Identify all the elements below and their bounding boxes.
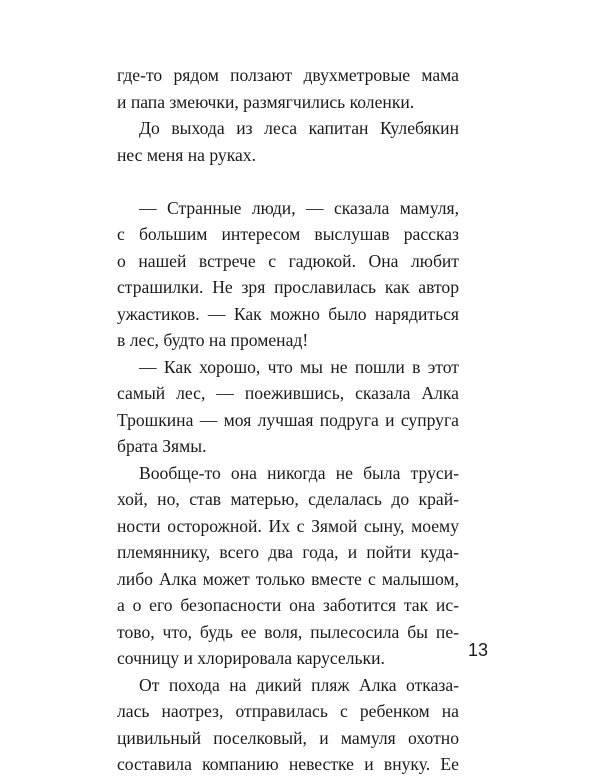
text-line: племяннику, всего два года, и пойти куда-	[117, 542, 459, 562]
text-line: страшилки. Не зря прославилась как автор	[117, 277, 459, 297]
paragraph	[117, 62, 459, 115]
text-line: о нашей встрече с гадюкой. Она любит	[117, 250, 459, 271]
text-line: ности осторожной. Их с Зямой сыну, моему	[117, 515, 459, 536]
paragraph	[117, 460, 459, 672]
paragraph	[117, 195, 459, 354]
text-line: лась наотрез, отправилась с ребенком на	[117, 701, 459, 721]
paragraph	[117, 672, 459, 778]
text-line: либо Алка может только вместе с малышом,	[117, 568, 459, 589]
paragraph	[117, 354, 459, 460]
text-line: где-то рядом ползают двухметровые мама	[117, 65, 459, 85]
text-line: До выхода из леса капитан Кулебякин	[139, 118, 459, 138]
text-line: самый лес, — поежившись, сказала Алка	[117, 383, 459, 403]
text-line: сочницу и хлорировала карусельки.	[117, 648, 385, 668]
text-line: Трошкина — моя лучшая подруга и супруга	[117, 409, 459, 430]
body-text	[117, 62, 459, 778]
text-line: Вообще-то она никогда не была труси-	[139, 462, 459, 483]
paragraph	[117, 115, 459, 168]
text-line: ужастиков. — Как можно было нарядиться	[117, 303, 459, 324]
text-line: а о его безопасности она заботится так ис-	[117, 595, 459, 615]
text-line: — Странные люди, — сказала мамуля,	[139, 197, 459, 218]
text-line: От похода на дикий пляж Алка отказа-	[139, 674, 459, 695]
text-line: с большим интересом выслушав рассказ	[117, 224, 459, 244]
text-line: цивильный поселковый, и мамуля охотно	[117, 727, 459, 748]
text-line: брата Зямы.	[117, 436, 207, 456]
text-line: составила компанию невестке и внуку. Ее	[117, 754, 459, 774]
page-number: 13	[468, 640, 489, 660]
text-line: — Как хорошо, что мы не пошли в этот	[139, 356, 459, 377]
section-break	[117, 168, 459, 195]
text-line: хой, но, став матерью, сделалась до край-	[117, 489, 459, 509]
text-line: нес меня на руках.	[117, 144, 256, 165]
text-line: тово, что, будь ее воля, пылесосила бы пе-	[117, 621, 459, 642]
text-line: и папа змеючки, размягчились коленки.	[117, 91, 415, 112]
text-line: в лес, будто на променад!	[117, 330, 309, 350]
